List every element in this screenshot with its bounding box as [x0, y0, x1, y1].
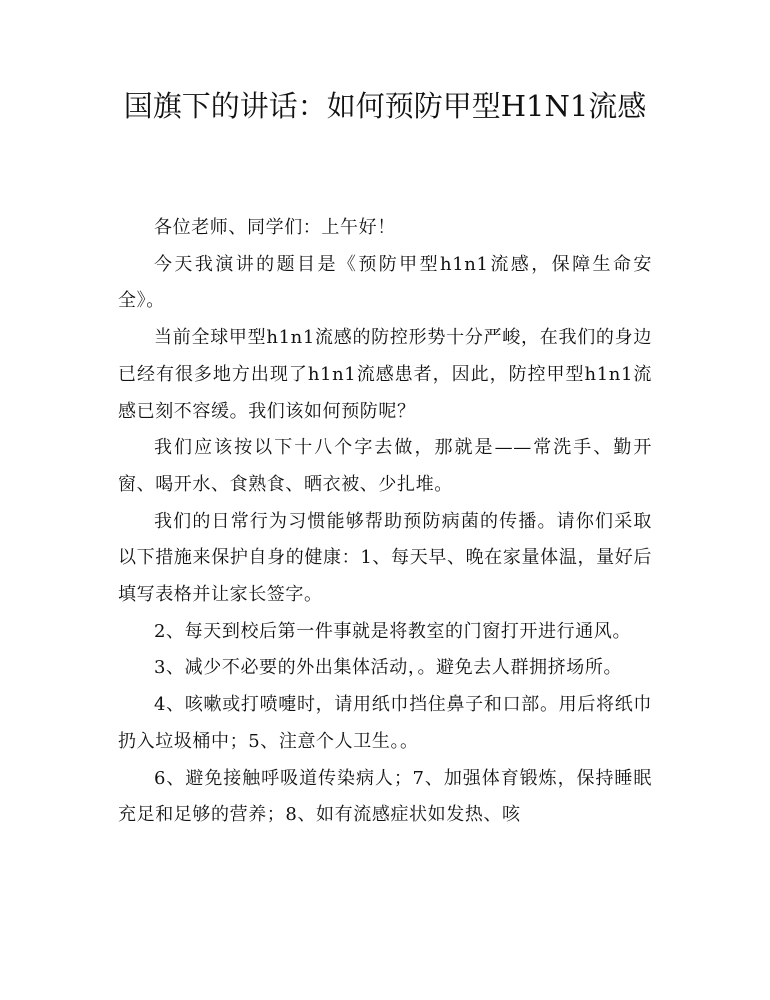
paragraph: 今天我演讲的题目是《预防甲型h1n1流感，保障生命安全》。	[118, 253, 652, 312]
document-body	[118, 210, 652, 834]
paragraph: 当前全球甲型h1n1流感的防控形势十分严峻，在我们的身边已经有很多地方出现了h1n1流感患者，因此，防控甲型h1n1流感已刻不容缓。我们该如何预防呢？	[118, 327, 652, 422]
paragraph: 各位老师、同学们：上午好！	[154, 217, 396, 238]
paragraph: 我们的日常行为习惯能够帮助预防病菌的传播。请你们采取以下措施来保护自身的健康：1、每天早、晚在家量体温，量好后填写表格并让家长签字。	[118, 510, 652, 606]
document-title: 国旗下的讲话：如何预防甲型H1N1流感	[123, 89, 647, 123]
paragraph: 6、避免接触呼吸道传染病人；7、加强体育锻炼，保持睡眠充足和足够的营养；8、如有流感症状如发热、咳	[118, 767, 652, 826]
paragraph: 我们应该按以下十八个字去做，那就是——常洗手、勤开窗、喝开水、食熟食、晒衣被、少扎堆。	[118, 437, 652, 495]
paragraph: 3、减少不必要的外出集体活动，。避免去人群拥挤场所。	[154, 657, 623, 679]
paragraph: 4、咳嗽或打喷嚏时，请用纸巾挡住鼻子和口部。用后将纸巾扔入垃圾桶中；5、注意个人卫生。。	[118, 694, 652, 752]
paragraph: 2、每天到校后第一件事就是将教室的门窗打开进行通风。	[154, 620, 632, 642]
